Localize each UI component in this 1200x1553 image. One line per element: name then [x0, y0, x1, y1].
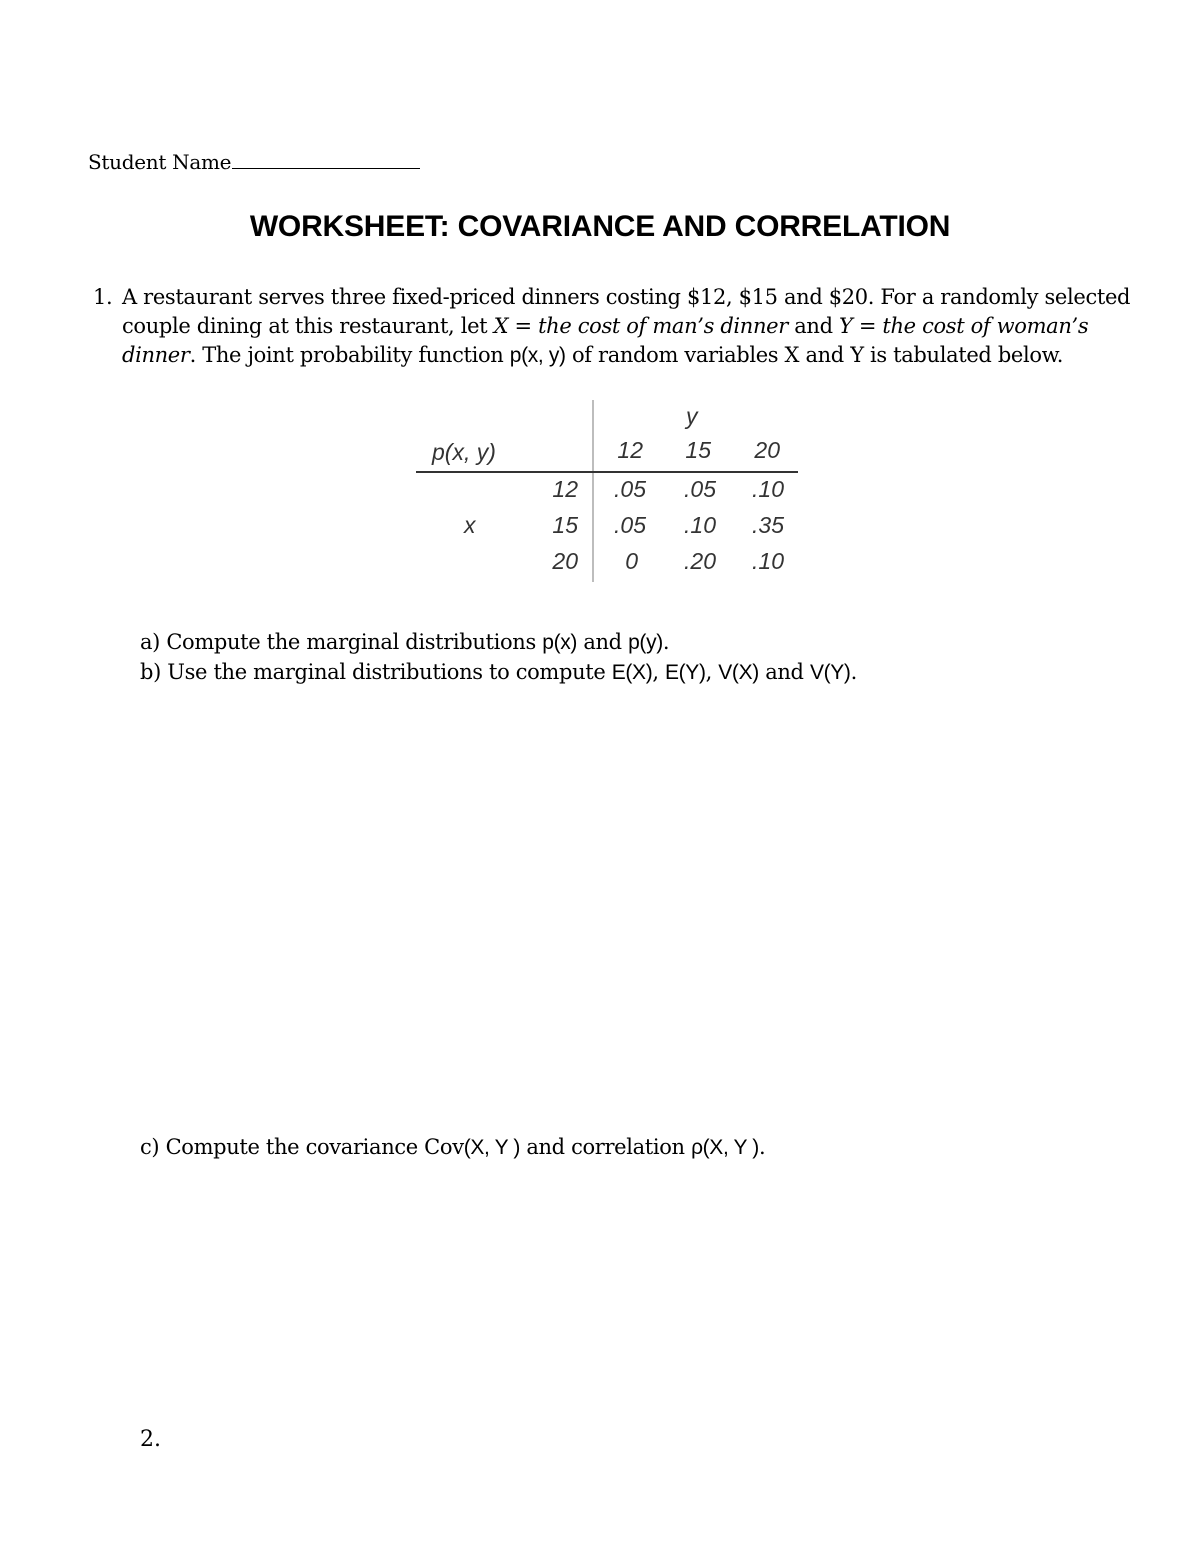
part-b-text: ,	[705, 660, 719, 684]
part-a-py: p(y)	[628, 631, 663, 654]
part-a-text: .	[662, 630, 670, 654]
part-b	[140, 658, 857, 687]
question-1-line-3	[122, 341, 1063, 370]
q1-text: =	[852, 314, 883, 338]
table-cell: .10	[752, 548, 784, 574]
table-cell: .05	[614, 512, 646, 538]
student-name-field	[88, 150, 420, 174]
table-cell: .05	[614, 476, 646, 502]
q1-y-definition: the cost of woman’s	[882, 314, 1089, 338]
part-a-px: p(x)	[542, 631, 577, 654]
table-col-header: 20	[754, 437, 780, 463]
part-b-text: and	[758, 660, 810, 684]
q1-y-definition-end: dinner	[122, 343, 190, 367]
q1-text: . The joint probability function	[189, 343, 510, 367]
table-col-header: 15	[685, 437, 711, 463]
q1-joint-function: p(x, y)	[509, 344, 566, 367]
table-cell: .10	[684, 512, 716, 538]
table-cell: .10	[752, 476, 784, 502]
table-row-header: 15	[552, 512, 578, 538]
table-column-variable: y	[686, 403, 698, 429]
q1-text: couple dining at this restaurant, let	[122, 314, 494, 338]
table-row-header: 20	[552, 548, 578, 574]
part-b-vx: V(X)	[718, 661, 759, 684]
table-col-header: 12	[617, 437, 643, 463]
q1-var-x: X	[493, 314, 509, 338]
table-row-header: 12	[552, 476, 578, 502]
part-c-text: c) Compute the covariance Cov	[140, 1135, 464, 1159]
q1-var-y: Y	[839, 314, 853, 338]
q1-text: =	[508, 314, 539, 338]
worksheet-title: WORKSHEET: COVARIANCE AND CORRELATION	[249, 210, 951, 243]
table-horizontal-rule	[416, 471, 798, 473]
part-b-vy: V(Y)	[809, 661, 851, 684]
table-row-variable: x	[464, 512, 476, 538]
q1-x-definition: the cost of man’s dinner	[538, 314, 788, 338]
part-c	[140, 1133, 765, 1162]
part-b-text: .	[850, 660, 857, 684]
part-b-ex: E(X)	[611, 661, 653, 684]
question-1-line-1: A restaurant serves three fixed-priced dinners costing $12, $15 and $20. For a randomly selected	[122, 285, 1131, 309]
part-b-text: b) Use the marginal distributions to compute	[140, 660, 612, 684]
table-cell: .20	[684, 548, 716, 574]
joint-probability-table	[400, 395, 820, 595]
part-c-rho: ρ(X, Y )	[691, 1136, 759, 1159]
table-corner-label: p(x, y)	[432, 439, 496, 465]
q1-text: and	[787, 314, 839, 338]
table-cell: .35	[752, 512, 784, 538]
question-1-line-2	[122, 312, 1088, 341]
part-a-text: and	[577, 630, 629, 654]
table-cell: .05	[684, 476, 716, 502]
part-c-text: .	[758, 1135, 766, 1159]
question-2-number: 2.	[140, 1427, 161, 1452]
part-a	[140, 628, 669, 657]
student-name-blank-line[interactable]	[232, 150, 420, 169]
part-b-text: ,	[652, 660, 665, 684]
part-c-cov: (X, Y )	[463, 1136, 521, 1159]
student-name-label: Student Name	[88, 150, 232, 174]
part-a-text: a) Compute the marginal distributions	[140, 630, 543, 654]
question-1-number: 1.	[93, 285, 113, 309]
part-c-text: and correlation	[520, 1135, 692, 1159]
q1-text: of random variables X and Y is tabulated below.	[565, 343, 1064, 367]
table-cell: 0	[625, 548, 638, 574]
part-b-ey: E(Y)	[665, 661, 706, 684]
